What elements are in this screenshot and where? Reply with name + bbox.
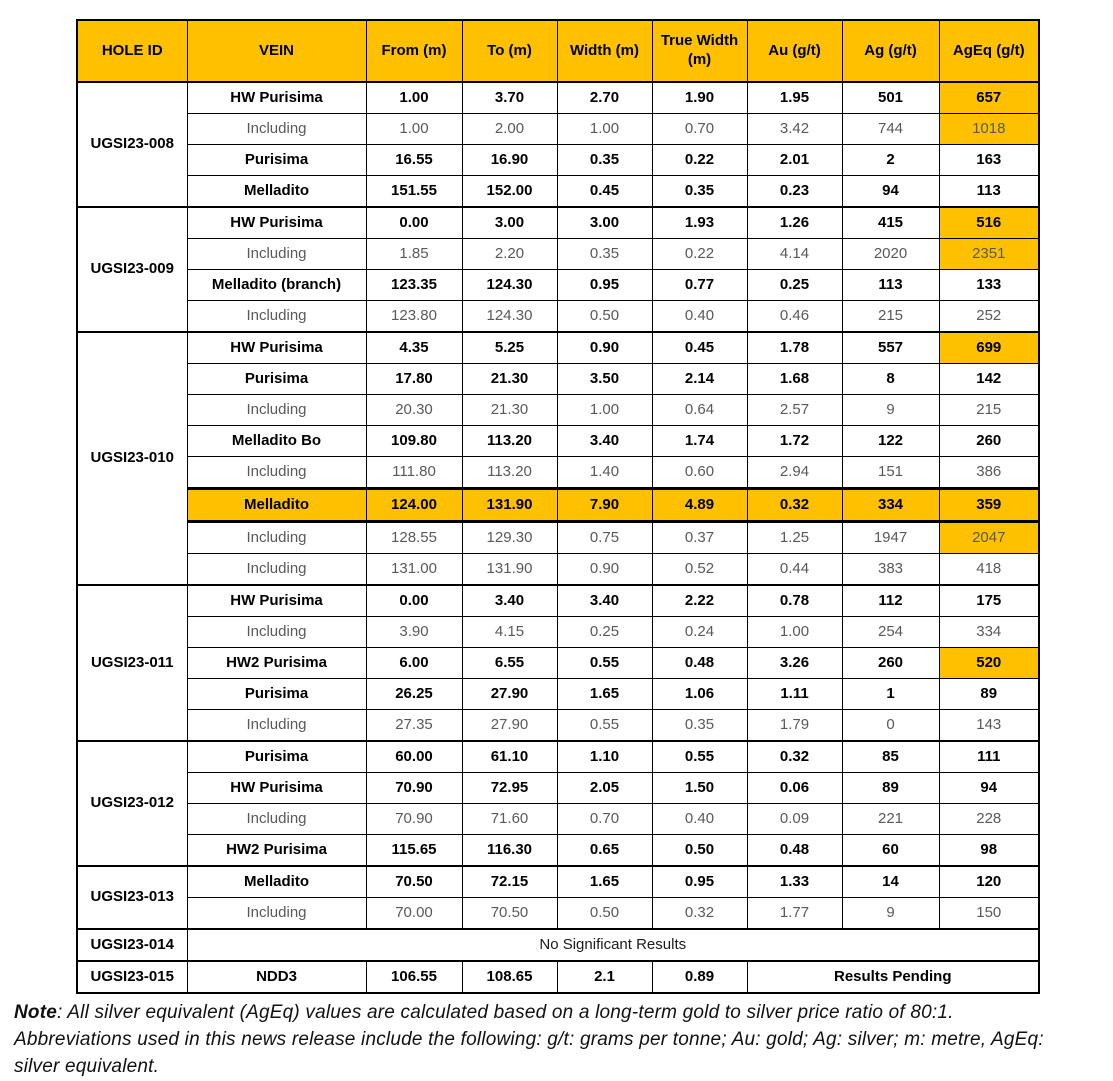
to-cell: 108.65 <box>462 961 557 993</box>
au-cell: 0.06 <box>747 773 842 804</box>
ageq-cell: 111 <box>939 741 1039 773</box>
ag-cell: 334 <box>842 489 939 522</box>
table-row <box>77 395 1039 426</box>
ag-cell: 260 <box>842 648 939 679</box>
ag-cell: 557 <box>842 332 939 364</box>
width-cell: 3.40 <box>557 585 652 617</box>
from-cell: 0.00 <box>366 207 462 239</box>
hole-id-cell: UGSI23-008 <box>77 82 187 207</box>
from-cell: 123.35 <box>366 270 462 301</box>
ag-cell: 9 <box>842 898 939 930</box>
vein-cell: Purisima <box>187 145 366 176</box>
table-row <box>77 332 1039 364</box>
true-width-cell: 1.93 <box>652 207 747 239</box>
note-label: Note <box>14 1002 58 1023</box>
vein-cell: HW2 Purisima <box>187 648 366 679</box>
vein-cell: HW Purisima <box>187 585 366 617</box>
width-cell: 1.00 <box>557 114 652 145</box>
to-cell: 124.30 <box>462 301 557 333</box>
ageq-cell: 657 <box>939 82 1039 114</box>
ag-cell: 1 <box>842 679 939 710</box>
table-row <box>77 961 1039 993</box>
width-cell: 0.90 <box>557 554 652 586</box>
table-row <box>77 457 1039 489</box>
vein-cell: Melladito (branch) <box>187 270 366 301</box>
au-cell: 1.72 <box>747 426 842 457</box>
from-cell: 3.90 <box>366 617 462 648</box>
from-cell: 151.55 <box>366 176 462 208</box>
vein-cell: Including <box>187 395 366 426</box>
hole-id-cell: UGSI23-013 <box>77 866 187 929</box>
true-width-cell: 1.06 <box>652 679 747 710</box>
ag-cell: 8 <box>842 364 939 395</box>
ag-cell: 112 <box>842 585 939 617</box>
from-cell: 60.00 <box>366 741 462 773</box>
width-cell: 0.75 <box>557 522 652 554</box>
span-cell: No Significant Results <box>187 929 1039 961</box>
width-cell: 0.65 <box>557 835 652 867</box>
hole-id-cell: UGSI23-012 <box>77 741 187 866</box>
to-cell: 131.90 <box>462 489 557 522</box>
au-cell: 2.01 <box>747 145 842 176</box>
ag-cell: 744 <box>842 114 939 145</box>
table-row <box>77 426 1039 457</box>
table-row <box>77 82 1039 114</box>
to-cell: 61.10 <box>462 741 557 773</box>
width-cell: 0.35 <box>557 145 652 176</box>
from-cell: 26.25 <box>366 679 462 710</box>
ageq-cell: 334 <box>939 617 1039 648</box>
vein-cell: HW Purisima <box>187 82 366 114</box>
to-cell: 71.60 <box>462 804 557 835</box>
ageq-cell: 699 <box>939 332 1039 364</box>
au-cell: 3.26 <box>747 648 842 679</box>
to-cell: 6.55 <box>462 648 557 679</box>
ageq-cell: 98 <box>939 835 1039 867</box>
header-cell-true-width: True Width (m) <box>652 20 747 82</box>
ageq-cell: 359 <box>939 489 1039 522</box>
vein-cell: Purisima <box>187 741 366 773</box>
ageq-cell: 175 <box>939 585 1039 617</box>
from-cell: 17.80 <box>366 364 462 395</box>
true-width-cell: 0.64 <box>652 395 747 426</box>
ag-cell: 151 <box>842 457 939 489</box>
header-cell-from: From (m) <box>366 20 462 82</box>
ageq-cell: 163 <box>939 145 1039 176</box>
ag-cell: 254 <box>842 617 939 648</box>
ageq-cell: 150 <box>939 898 1039 930</box>
true-width-cell: 0.22 <box>652 145 747 176</box>
header-cell-to: To (m) <box>462 20 557 82</box>
table-row <box>77 648 1039 679</box>
width-cell: 1.00 <box>557 395 652 426</box>
table-row <box>77 804 1039 835</box>
from-cell: 1.00 <box>366 82 462 114</box>
table-row <box>77 866 1039 898</box>
header-cell-vein: VEIN <box>187 20 366 82</box>
table-row <box>77 114 1039 145</box>
table-row <box>77 522 1039 554</box>
ageq-cell: 113 <box>939 176 1039 208</box>
to-cell: 27.90 <box>462 710 557 742</box>
vein-cell: Including <box>187 457 366 489</box>
ag-cell: 85 <box>842 741 939 773</box>
true-width-cell: 0.45 <box>652 332 747 364</box>
width-cell: 0.50 <box>557 301 652 333</box>
header-cell-au: Au (g/t) <box>747 20 842 82</box>
table-row <box>77 176 1039 208</box>
ag-cell: 60 <box>842 835 939 867</box>
to-cell: 3.00 <box>462 207 557 239</box>
note <box>14 1000 1048 1081</box>
width-cell: 0.55 <box>557 710 652 742</box>
to-cell: 113.20 <box>462 457 557 489</box>
vein-cell: HW Purisima <box>187 332 366 364</box>
hole-id-cell: UGSI23-011 <box>77 585 187 741</box>
ageq-cell: 2351 <box>939 239 1039 270</box>
ageq-cell: 133 <box>939 270 1039 301</box>
true-width-cell: 0.37 <box>652 522 747 554</box>
from-cell: 131.00 <box>366 554 462 586</box>
au-cell: 0.09 <box>747 804 842 835</box>
to-cell: 70.50 <box>462 898 557 930</box>
ag-cell: 1947 <box>842 522 939 554</box>
header-cell-hole-id: HOLE ID <box>77 20 187 82</box>
vein-cell: Including <box>187 804 366 835</box>
to-cell: 3.70 <box>462 82 557 114</box>
ageq-cell: 520 <box>939 648 1039 679</box>
au-cell: 0.78 <box>747 585 842 617</box>
true-width-cell: 0.40 <box>652 804 747 835</box>
results-table-body <box>77 82 1039 993</box>
to-cell: 72.15 <box>462 866 557 898</box>
from-cell: 0.00 <box>366 585 462 617</box>
vein-cell: Including <box>187 522 366 554</box>
vein-cell: Melladito <box>187 489 366 522</box>
table-row <box>77 710 1039 742</box>
ageq-cell: 2047 <box>939 522 1039 554</box>
to-cell: 5.25 <box>462 332 557 364</box>
true-width-cell: 0.35 <box>652 176 747 208</box>
from-cell: 70.90 <box>366 773 462 804</box>
table-row <box>77 489 1039 522</box>
au-cell: 3.42 <box>747 114 842 145</box>
to-cell: 2.00 <box>462 114 557 145</box>
au-cell: 0.32 <box>747 741 842 773</box>
ag-cell: 14 <box>842 866 939 898</box>
width-cell: 3.00 <box>557 207 652 239</box>
ageq-cell: 89 <box>939 679 1039 710</box>
width-cell: 0.55 <box>557 648 652 679</box>
width-cell: 0.95 <box>557 270 652 301</box>
hole-id-cell: UGSI23-015 <box>77 961 187 993</box>
ageq-cell: 94 <box>939 773 1039 804</box>
to-cell: 116.30 <box>462 835 557 867</box>
true-width-cell: 0.55 <box>652 741 747 773</box>
header-cell-width: Width (m) <box>557 20 652 82</box>
au-cell: 2.94 <box>747 457 842 489</box>
ag-cell: 383 <box>842 554 939 586</box>
true-width-cell: 0.35 <box>652 710 747 742</box>
ageq-cell: 143 <box>939 710 1039 742</box>
true-width-cell: 0.50 <box>652 835 747 867</box>
width-cell: 1.40 <box>557 457 652 489</box>
from-cell: 6.00 <box>366 648 462 679</box>
width-cell: 0.35 <box>557 239 652 270</box>
vein-cell: HW Purisima <box>187 207 366 239</box>
au-cell: 1.25 <box>747 522 842 554</box>
au-cell: 0.46 <box>747 301 842 333</box>
hole-id-cell: UGSI23-014 <box>77 929 187 961</box>
true-width-cell: 1.90 <box>652 82 747 114</box>
au-cell: 1.78 <box>747 332 842 364</box>
au-cell: 0.44 <box>747 554 842 586</box>
to-cell: 124.30 <box>462 270 557 301</box>
from-cell: 70.50 <box>366 866 462 898</box>
hole-id-cell: UGSI23-010 <box>77 332 187 585</box>
au-cell: 1.77 <box>747 898 842 930</box>
vein-cell: HW Purisima <box>187 773 366 804</box>
au-cell: 0.48 <box>747 835 842 867</box>
au-cell: 2.57 <box>747 395 842 426</box>
to-cell: 16.90 <box>462 145 557 176</box>
true-width-cell: 0.22 <box>652 239 747 270</box>
to-cell: 113.20 <box>462 426 557 457</box>
ageq-cell: 120 <box>939 866 1039 898</box>
ageq-cell: 260 <box>939 426 1039 457</box>
to-cell: 72.95 <box>462 773 557 804</box>
true-width-cell: 0.48 <box>652 648 747 679</box>
header-row <box>77 20 1039 82</box>
true-width-cell: 0.70 <box>652 114 747 145</box>
table-row <box>77 207 1039 239</box>
to-cell: 27.90 <box>462 679 557 710</box>
from-cell: 111.80 <box>366 457 462 489</box>
vein-cell: Including <box>187 710 366 742</box>
from-cell: 123.80 <box>366 301 462 333</box>
ageq-cell: 1018 <box>939 114 1039 145</box>
from-cell: 4.35 <box>366 332 462 364</box>
from-cell: 1.85 <box>366 239 462 270</box>
to-cell: 4.15 <box>462 617 557 648</box>
hole-id-cell: UGSI23-009 <box>77 207 187 332</box>
to-cell: 21.30 <box>462 395 557 426</box>
ag-cell: 9 <box>842 395 939 426</box>
to-cell: 21.30 <box>462 364 557 395</box>
width-cell: 1.10 <box>557 741 652 773</box>
from-cell: 20.30 <box>366 395 462 426</box>
from-cell: 1.00 <box>366 114 462 145</box>
ag-cell: 113 <box>842 270 939 301</box>
from-cell: 106.55 <box>366 961 462 993</box>
width-cell: 7.90 <box>557 489 652 522</box>
ageq-cell: 142 <box>939 364 1039 395</box>
from-cell: 115.65 <box>366 835 462 867</box>
from-cell: 16.55 <box>366 145 462 176</box>
from-cell: 109.80 <box>366 426 462 457</box>
from-cell: 70.90 <box>366 804 462 835</box>
from-cell: 27.35 <box>366 710 462 742</box>
to-cell: 3.40 <box>462 585 557 617</box>
table-row <box>77 301 1039 333</box>
vein-cell: Including <box>187 898 366 930</box>
to-cell: 129.30 <box>462 522 557 554</box>
vein-cell: Melladito <box>187 176 366 208</box>
true-width-cell: 0.32 <box>652 898 747 930</box>
from-cell: 124.00 <box>366 489 462 522</box>
table-row <box>77 835 1039 867</box>
ag-cell: 2 <box>842 145 939 176</box>
width-cell: 2.1 <box>557 961 652 993</box>
au-cell: 1.95 <box>747 82 842 114</box>
from-cell: 128.55 <box>366 522 462 554</box>
true-width-cell: 1.74 <box>652 426 747 457</box>
true-width-cell: 0.60 <box>652 457 747 489</box>
vein-cell: Melladito Bo <box>187 426 366 457</box>
vein-cell: Including <box>187 114 366 145</box>
table-row <box>77 145 1039 176</box>
ageq-cell: 252 <box>939 301 1039 333</box>
to-cell: 152.00 <box>462 176 557 208</box>
au-cell: 0.25 <box>747 270 842 301</box>
vein-cell: Purisima <box>187 364 366 395</box>
width-cell: 3.50 <box>557 364 652 395</box>
au-cell: 0.23 <box>747 176 842 208</box>
ag-cell: 89 <box>842 773 939 804</box>
width-cell: 1.65 <box>557 866 652 898</box>
au-cell: 0.32 <box>747 489 842 522</box>
table-row <box>77 679 1039 710</box>
true-width-cell: 0.77 <box>652 270 747 301</box>
table-row <box>77 270 1039 301</box>
table-row <box>77 554 1039 586</box>
vein-cell: Including <box>187 239 366 270</box>
width-cell: 0.50 <box>557 898 652 930</box>
ageq-cell: 386 <box>939 457 1039 489</box>
table-row <box>77 741 1039 773</box>
width-cell: 0.25 <box>557 617 652 648</box>
true-width-cell: 0.52 <box>652 554 747 586</box>
to-cell: 2.20 <box>462 239 557 270</box>
vein-cell: Melladito <box>187 866 366 898</box>
results-pending-cell: Results Pending <box>747 961 1039 993</box>
ag-cell: 415 <box>842 207 939 239</box>
table-row <box>77 898 1039 930</box>
ag-cell: 0 <box>842 710 939 742</box>
true-width-cell: 0.24 <box>652 617 747 648</box>
drill-results-table <box>76 19 1040 994</box>
au-cell: 4.14 <box>747 239 842 270</box>
true-width-cell: 4.89 <box>652 489 747 522</box>
ag-cell: 2020 <box>842 239 939 270</box>
au-cell: 1.11 <box>747 679 842 710</box>
table-row <box>77 929 1039 961</box>
width-cell: 0.90 <box>557 332 652 364</box>
width-cell: 1.65 <box>557 679 652 710</box>
width-cell: 2.05 <box>557 773 652 804</box>
au-cell: 1.00 <box>747 617 842 648</box>
table-row <box>77 585 1039 617</box>
to-cell: 131.90 <box>462 554 557 586</box>
ag-cell: 215 <box>842 301 939 333</box>
ageq-cell: 516 <box>939 207 1039 239</box>
ag-cell: 122 <box>842 426 939 457</box>
vein-cell: Purisima <box>187 679 366 710</box>
au-cell: 1.33 <box>747 866 842 898</box>
au-cell: 1.26 <box>747 207 842 239</box>
vein-cell: Including <box>187 554 366 586</box>
au-cell: 1.68 <box>747 364 842 395</box>
from-cell: 70.00 <box>366 898 462 930</box>
table-row <box>77 617 1039 648</box>
table-row <box>77 773 1039 804</box>
true-width-cell: 0.89 <box>652 961 747 993</box>
ag-cell: 501 <box>842 82 939 114</box>
vein-cell: Including <box>187 617 366 648</box>
true-width-cell: 0.40 <box>652 301 747 333</box>
note-body: : All silver equivalent (AgEq) values are calculated based on a long-term gold to silver price ratio of 80:1. Abbreviations used in this news release include the following: g/t: grams per tonne; Au: gold; Ag: silver; m: metre, AgEq: silver equivalent. <box>14 1002 1044 1077</box>
au-cell: 1.79 <box>747 710 842 742</box>
true-width-cell: 2.14 <box>652 364 747 395</box>
width-cell: 0.70 <box>557 804 652 835</box>
true-width-cell: 0.95 <box>652 866 747 898</box>
vein-cell: Including <box>187 301 366 333</box>
ag-cell: 94 <box>842 176 939 208</box>
header-cell-ageq: AgEq (g/t) <box>939 20 1039 82</box>
ag-cell: 221 <box>842 804 939 835</box>
table-row <box>77 239 1039 270</box>
width-cell: 3.40 <box>557 426 652 457</box>
vein-cell: NDD3 <box>187 961 366 993</box>
table-row <box>77 364 1039 395</box>
header-cell-ag: Ag (g/t) <box>842 20 939 82</box>
ageq-cell: 215 <box>939 395 1039 426</box>
vein-cell: HW2 Purisima <box>187 835 366 867</box>
width-cell: 2.70 <box>557 82 652 114</box>
true-width-cell: 2.22 <box>652 585 747 617</box>
ageq-cell: 228 <box>939 804 1039 835</box>
true-width-cell: 1.50 <box>652 773 747 804</box>
ageq-cell: 418 <box>939 554 1039 586</box>
width-cell: 0.45 <box>557 176 652 208</box>
